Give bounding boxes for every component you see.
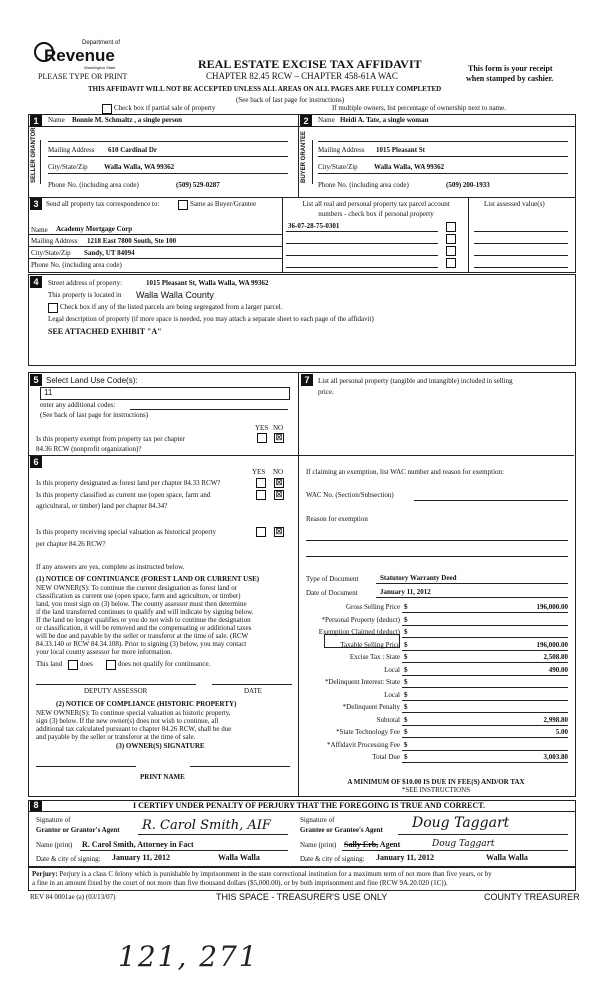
- tx-row-label: Excise Tax : State: [349, 653, 400, 661]
- section-6-top-line: [28, 455, 298, 456]
- minimum-due-note: A MINIMUM OF $10.00 IS DUE IN FEE(S) AND/OR TAX: [347, 778, 525, 786]
- grantee-agent-label: Agent: [378, 840, 401, 849]
- dept-state: Washington State: [84, 65, 116, 70]
- buyer-name-label: Name: [318, 116, 335, 124]
- grantee-city-value: Walla Walla: [486, 853, 528, 862]
- form-chapter: CHAPTER 82.45 RCW – CHAPTER 458-61A WAC: [206, 71, 398, 81]
- seller-name-label: Name: [48, 116, 65, 124]
- perjury-text-2: a fine in an amount fixed by the court of not more than five thousand dollars ($5,000.00), or by both imprisonment and fine (RCW 9A.20.020 (1C)).: [32, 879, 448, 887]
- personal-property-label-1: List all personal property (tangible and intangible) included in selling: [318, 377, 513, 385]
- parcel-number-value: 36-07-28-75-0301: [288, 222, 340, 230]
- seller-name-value: Bonnie M. Schmaltz , a single person: [72, 116, 183, 124]
- land-does-label: does: [80, 660, 93, 668]
- tx-row-currency: $: [404, 653, 408, 661]
- tx-row-line: [402, 662, 568, 663]
- grantee-signature: Doug Taggart: [412, 815, 510, 831]
- grantee-handwritten-name: Doug Taggart: [432, 839, 495, 849]
- grantee-sig-line: [398, 834, 568, 835]
- deputy-assessor-line: [36, 684, 196, 685]
- parcel-checkbox-3[interactable]: [446, 246, 456, 256]
- seller-vertical-label: [31, 127, 37, 183]
- corr-mailing-value: 1218 East 7800 South, Ste 100: [87, 237, 177, 245]
- corr-city-label: City/State/Zip: [31, 249, 71, 257]
- tx-row-label: Gross Selling Price: [345, 603, 400, 611]
- tx-row-label: Local: [384, 666, 400, 674]
- section-8-header-line: [28, 811, 575, 812]
- notice1-title: (1) NOTICE OF CONTINUANCE (FOREST LAND OR CURRENT USE): [36, 575, 260, 583]
- grantee-sig-label-1: Signature of: [300, 816, 335, 824]
- tx-row-label: *Delinquent Penalty: [342, 703, 400, 711]
- tx-row-line: [402, 737, 568, 738]
- assessed-line-3: [474, 255, 568, 256]
- notice2-title: (2) NOTICE OF COMPLIANCE (HISTORIC PROPERTY): [56, 700, 237, 708]
- revenue-logo: [34, 30, 124, 74]
- corr-name-value: Academy Mortgage Corp: [56, 225, 133, 233]
- section-6-number: 6: [30, 456, 42, 468]
- certify-statement: I CERTIFY UNDER PENALTY OF PERJURY THAT THE FOREGOING IS TRUE AND CORRECT.: [132, 801, 485, 810]
- see-instructions-note: *SEE INSTRUCTIONS: [401, 786, 471, 794]
- tx-row-currency: $: [404, 728, 408, 736]
- tx-row-currency: $: [404, 641, 408, 649]
- see-back-line: (See back of last page for instructions): [236, 96, 345, 104]
- tx-row-currency: $: [404, 616, 408, 624]
- notice1-line8: 84.33.140 or RCW 84.34.108). Prior to signing (3) below, you may contact: [36, 640, 247, 648]
- tx-row-currency: $: [404, 678, 408, 686]
- street-label: Street address of property:: [48, 279, 123, 287]
- local-tax-box: [324, 634, 400, 648]
- tx-row-label: Total Due: [372, 753, 400, 761]
- segregated-label: Check box if any of the listed parcels are being segregated from a larger parcel.: [60, 303, 283, 311]
- buyer-line-3: [318, 173, 568, 174]
- historic-no-checkbox[interactable]: ⊠: [275, 527, 283, 537]
- wac-line: [414, 500, 568, 501]
- buyer-mailing-label: Mailing Address: [318, 146, 365, 154]
- assessed-line-2: [474, 243, 568, 244]
- receipt-line1: This form is your receipt: [468, 64, 553, 73]
- buyer-line-2: [318, 156, 568, 157]
- perjury-label: Perjury:: [32, 870, 58, 878]
- exempt-question-2: 84.36 RCW (nonprofit organization)?: [36, 445, 142, 453]
- grantee-print-line: [342, 850, 568, 851]
- buyer-vertical-1: BUYER: [301, 161, 307, 183]
- doc-type-value: Statutory Warranty Deed: [380, 574, 457, 582]
- notice2-line1: NEW OWNER(S): To continue special valuation as historic property,: [36, 709, 231, 717]
- seller-city-value: Walla Walla, WA 99362: [104, 163, 175, 171]
- notice1-line4: if the land transferred continues to qualify and will indicate by signing below.: [36, 608, 254, 616]
- grantor-sig-line: [138, 834, 288, 835]
- dept-line1: Department of: [82, 40, 121, 46]
- forest-no-checkbox[interactable]: ⊠: [275, 478, 283, 488]
- notice1-line9: your local county assessor for more information.: [36, 648, 173, 656]
- land-does-not-checkbox[interactable]: [106, 660, 116, 670]
- tx-row-currency: $: [404, 703, 408, 711]
- located-value: Walla Walla County: [136, 290, 214, 300]
- land-use-label: Select Land Use Code(s):: [46, 376, 138, 385]
- buyer-city-label: City/State/Zip: [318, 163, 358, 171]
- grantor-print-label: Name (print): [36, 841, 73, 849]
- doc-date-label: Date of Document: [306, 589, 358, 597]
- notice2-line4: and payable by the seller or transferor at the time of sale.: [36, 733, 196, 741]
- tx-row-currency: $: [404, 628, 408, 636]
- tx-row-line: [402, 725, 568, 726]
- section-3-assessed-divider: [468, 197, 469, 272]
- legal-label: Legal description of property (if more space is needed, you may attach a separate sheet to each page of the affidavit): [48, 315, 374, 323]
- land-use-see-back: (See back of last page for instructions): [40, 411, 149, 419]
- buyer-vertical-label: [301, 130, 307, 183]
- corr-phone-label: Phone No. (including area code): [31, 261, 122, 269]
- partial-sale-checkbox[interactable]: [102, 104, 112, 114]
- tx-row-label: Exemption Claimed (deduct): [318, 628, 400, 636]
- multiple-owners-note: If multiple owners, list percentage of ownership next to name.: [332, 104, 506, 112]
- tx-row-value: 3,003.80: [543, 753, 568, 761]
- if-yes-note: If any answers are yes, complete as instructed below.: [36, 563, 185, 571]
- tx-row-line: [402, 612, 568, 613]
- tx-row-value: 196,000.00: [536, 603, 568, 611]
- grantor-sig-label-1: Signature of: [36, 816, 71, 824]
- doc-type-label: Type of Document: [306, 575, 359, 583]
- tx-row-value: 2,998.80: [543, 716, 568, 724]
- perjury-line-1: [32, 870, 492, 878]
- other-codes-line: [130, 409, 288, 410]
- notice1-line7: will be due and payable by the seller or transferor at the time of sale. (RCW: [36, 632, 249, 640]
- corr-city-value: Sandy, UT 84094: [84, 249, 135, 257]
- buyer-phone-value: (509) 200-1933: [446, 181, 490, 189]
- notice1-line5: If the land no longer qualifies or you do not wish to continue the designation: [36, 616, 251, 624]
- rev-number: REV 84 0001ae (a) (03/13/07): [30, 893, 116, 901]
- land-does-checkbox[interactable]: [68, 660, 78, 670]
- county-treasurer-label: COUNTY TREASURER: [484, 892, 580, 902]
- buyer-mailing-value: 1015 Pleasant St: [376, 146, 425, 154]
- tx-row-label: *State Technology Fee: [336, 728, 400, 736]
- section-8-number: 8: [30, 800, 42, 811]
- sec6-no-header: NO: [273, 468, 284, 476]
- grantee-print-label: Name (print): [300, 841, 337, 849]
- seller-line-3: [48, 173, 288, 174]
- section-3-number: 3: [30, 198, 42, 210]
- tx-row-line: [402, 650, 568, 651]
- historic-question-1: Is this property receiving special valuation as historical property: [36, 528, 217, 536]
- section-1-number: 1: [30, 115, 42, 127]
- current-use-question-2: agricultural, or timber) land per chapter 84.34?: [36, 502, 168, 510]
- buyer-phone-label: Phone No. (including area code): [318, 181, 409, 189]
- tx-row-currency: $: [404, 741, 408, 749]
- parcel-header-2: numbers - check box if personal property: [318, 210, 434, 218]
- exempt-no-checkbox[interactable]: ⊠: [275, 433, 283, 443]
- seller-phone-label: Phone No. (including area code): [48, 181, 139, 189]
- notice1-line1: NEW OWNER(S): To continue the current designation as forest land or: [36, 584, 238, 592]
- partial-sale-label: Check box if partial sale of property: [114, 104, 216, 112]
- other-codes-label: enter any additional codes:: [40, 401, 116, 409]
- tx-row-label: Local: [384, 691, 400, 699]
- notice2-line2: sign (3) below. If the new owner(s) does not wish to continue, all: [36, 717, 219, 725]
- sec6-yes-header: YES: [252, 468, 266, 476]
- reason-line-2: [306, 556, 568, 557]
- current-use-question-1: Is this property classified as current use (open space, farm and: [36, 491, 211, 499]
- seller-line-2: [48, 156, 288, 157]
- seller-line-1: [48, 141, 288, 142]
- historic-yes-checkbox[interactable]: [256, 527, 266, 537]
- land-does-not-label: does not qualify for continuance.: [118, 660, 211, 668]
- buyer-vertical-divider: [312, 140, 313, 184]
- tx-row-currency: $: [404, 666, 408, 674]
- section-2-number: 2: [300, 115, 312, 127]
- legal-value: SEE ATTACHED EXHIBIT "A": [48, 327, 162, 336]
- buyer-name-value: Heidi A. Tate, a single woman: [340, 116, 429, 124]
- parcel-line-2: [286, 243, 438, 244]
- buyer-city-value: Walla Walla, WA 99362: [374, 163, 445, 171]
- exemption-label: If claiming an exemption, list WAC number and reason for exemption:: [306, 468, 504, 476]
- grantor-print-line: [80, 850, 288, 851]
- tx-row-line: [402, 687, 568, 688]
- tx-row-label: *Personal Property (deduct): [321, 616, 400, 624]
- assessed-line-1: [474, 231, 568, 232]
- tx-row-line: [402, 675, 568, 676]
- deputy-date-label: DATE: [244, 687, 262, 695]
- grantee-struck-name: Sally Erb,: [344, 840, 379, 849]
- owner-sig-line-left: [36, 766, 136, 767]
- buyer-vertical-2: GRANTEE: [301, 130, 307, 161]
- current-use-yes-checkbox[interactable]: [256, 490, 266, 500]
- parcel-checkbox-1[interactable]: [446, 222, 456, 232]
- exempt-question-1: Is this property exempt from property tax per chapter: [36, 435, 185, 443]
- land-use-code-value: 11: [44, 388, 53, 397]
- sec5-yes-header: YES: [255, 424, 269, 432]
- print-name-label: PRINT NAME: [140, 773, 185, 781]
- parcel-checkbox-2[interactable]: [446, 234, 456, 244]
- treasurer-space-label: THIS SPACE - TREASURER'S USE ONLY: [216, 892, 388, 902]
- located-label: This property is located in: [48, 291, 122, 299]
- same-as-buyer-label: Same as Buyer/Grantee: [190, 200, 257, 208]
- segregated-checkbox[interactable]: [48, 303, 58, 313]
- tx-row-currency: $: [404, 691, 408, 699]
- notice1-line6: or classification, it will be removed and the compensating or additional taxes: [36, 624, 252, 632]
- corr-mailing-label: Mailing Address: [31, 237, 78, 245]
- land-use-code-input[interactable]: [40, 387, 290, 400]
- tx-row-line: [402, 637, 568, 638]
- seller-phone-value: (509) 529-0287: [176, 181, 220, 189]
- deputy-assessor-label: DEPUTY ASSESSOR: [84, 687, 148, 695]
- dept-logo-text: Revenue: [44, 46, 115, 65]
- section-7-exemption-line: [298, 455, 574, 456]
- reason-line-1: [306, 540, 568, 541]
- grantor-date-label: Date & city of signing:: [36, 855, 101, 863]
- same-as-buyer-checkbox[interactable]: [178, 200, 188, 210]
- corr-name-label: Name: [31, 226, 48, 234]
- grantor-sig-label-2: Grantor or Grantor's Agent: [36, 826, 120, 834]
- grantor-print-name: R. Carol Smith, Attorney in Fact: [82, 840, 194, 849]
- section-4-number: 4: [30, 276, 42, 288]
- notice2-line3: additional tax calculated pursuant to chapter 84.26 RCW, shall be due: [36, 725, 232, 733]
- grantor-signature: R. Carol Smith, AIF: [142, 818, 271, 833]
- doc-date-line: [376, 597, 568, 598]
- seller-mailing-label: Mailing Address: [48, 146, 95, 154]
- wac-label: WAC No. (Section/Subsection): [306, 491, 394, 499]
- exempt-yes-checkbox[interactable]: [257, 433, 267, 443]
- tx-row-label: Subtotal: [376, 716, 400, 724]
- this-land-label: This land: [36, 660, 63, 668]
- current-use-no-checkbox[interactable]: ⊠: [275, 490, 283, 500]
- tx-row-line: [402, 625, 568, 626]
- please-type: PLEASE TYPE OR PRINT: [38, 72, 128, 81]
- tx-row-value: 5.00: [555, 728, 568, 736]
- buyer-line-1: [318, 141, 568, 142]
- doc-date-value: January 11, 2012: [380, 588, 431, 596]
- grantor-date-value: January 11, 2012: [112, 853, 171, 862]
- owner-signature-label: (3) OWNER(S) SIGNATURE: [116, 742, 205, 750]
- seller-vertical-1: SELLER: [31, 159, 37, 183]
- assessed-header: List assessed value(s): [484, 200, 545, 208]
- sec5-no-header: NO: [273, 424, 284, 432]
- tx-row-label: *Affidavit Processing Fee: [327, 741, 400, 749]
- corr-line-2: [28, 246, 282, 247]
- correspondence-label: Send all property tax correspondence to:: [46, 200, 160, 208]
- deputy-date-line: [212, 684, 292, 685]
- section-3-divider: [282, 197, 283, 272]
- parcel-checkbox-4[interactable]: [446, 258, 456, 268]
- forest-question: Is this property designated as forest land per chapter 84.33 RCW?: [36, 479, 221, 487]
- handwritten-number: 121, 271: [118, 940, 259, 973]
- tx-row-currency: $: [404, 603, 408, 611]
- tx-row-value: 196,000.00: [536, 641, 568, 649]
- assessed-line-4: [474, 267, 568, 268]
- notice1-line3: land, you must sign on (3) below. The county assessor must then determine: [36, 600, 247, 608]
- section-7-number: 7: [301, 374, 313, 386]
- seller-mailing-value: 610 Cardinal Dr: [108, 146, 157, 154]
- notice1-line2: classification as current use (open space, farm and agriculture, or timber): [36, 592, 241, 600]
- parcel-line-3: [286, 255, 438, 256]
- grantee-date-value: January 11, 2012: [376, 853, 435, 862]
- historic-question-2: per chapter 84.26 RCW?: [36, 540, 106, 548]
- grantee-date-label: Date & city of signing:: [300, 855, 365, 863]
- tx-row-line: [402, 700, 568, 701]
- perjury-text-1: Perjury is a class C felony which is punishable by imprisonment in the state correctional institution for a maximum term of not more than five years, or by: [57, 870, 492, 878]
- tx-row-line: [402, 762, 568, 763]
- tx-row-value: 490.00: [548, 666, 568, 674]
- tx-row-line: [402, 712, 568, 713]
- receipt-line2: when stamped by cashier.: [466, 74, 554, 83]
- parcel-line-1: [286, 231, 438, 232]
- parcel-line-4: [286, 267, 438, 268]
- parcel-header-1: List all real and personal property tax parcel account: [302, 200, 450, 208]
- seller-city-label: City/State/Zip: [48, 163, 88, 171]
- grantee-print-name: [344, 840, 400, 849]
- form-title: REAL ESTATE EXCISE TAX AFFIDAVIT: [198, 57, 422, 71]
- forest-yes-checkbox[interactable]: [256, 478, 266, 488]
- tx-row-label: *Delinquent Interest: State: [324, 678, 400, 686]
- tx-row-label: Taxable Selling Price: [340, 641, 400, 649]
- grantee-sig-label-2: Grantee or Grantee's Agent: [300, 826, 383, 834]
- personal-property-label-2: price.: [318, 388, 334, 396]
- doc-type-line: [376, 583, 568, 584]
- grantor-city-value: Walla Walla: [218, 853, 260, 862]
- street-value: 1015 Pleasant St, Walla Walla, WA 99362: [146, 279, 269, 287]
- tx-row-line: [402, 750, 568, 751]
- corr-line-1: [28, 234, 282, 235]
- corr-line-3: [28, 258, 282, 259]
- reason-label: Reason for exemption: [306, 515, 368, 523]
- section-5-number: 5: [30, 374, 42, 386]
- tx-row-currency: $: [404, 753, 408, 761]
- warning-line: THIS AFFIDAVIT WILL NOT BE ACCEPTED UNLESS ALL AREAS ON ALL PAGES ARE FULLY COMPLETED: [88, 85, 442, 93]
- owner-sig-line-right: [190, 766, 290, 767]
- seller-vertical-2: GRANTOR: [31, 127, 37, 158]
- tx-row-currency: $: [404, 716, 408, 724]
- tx-row-value: 2,508.80: [543, 653, 568, 661]
